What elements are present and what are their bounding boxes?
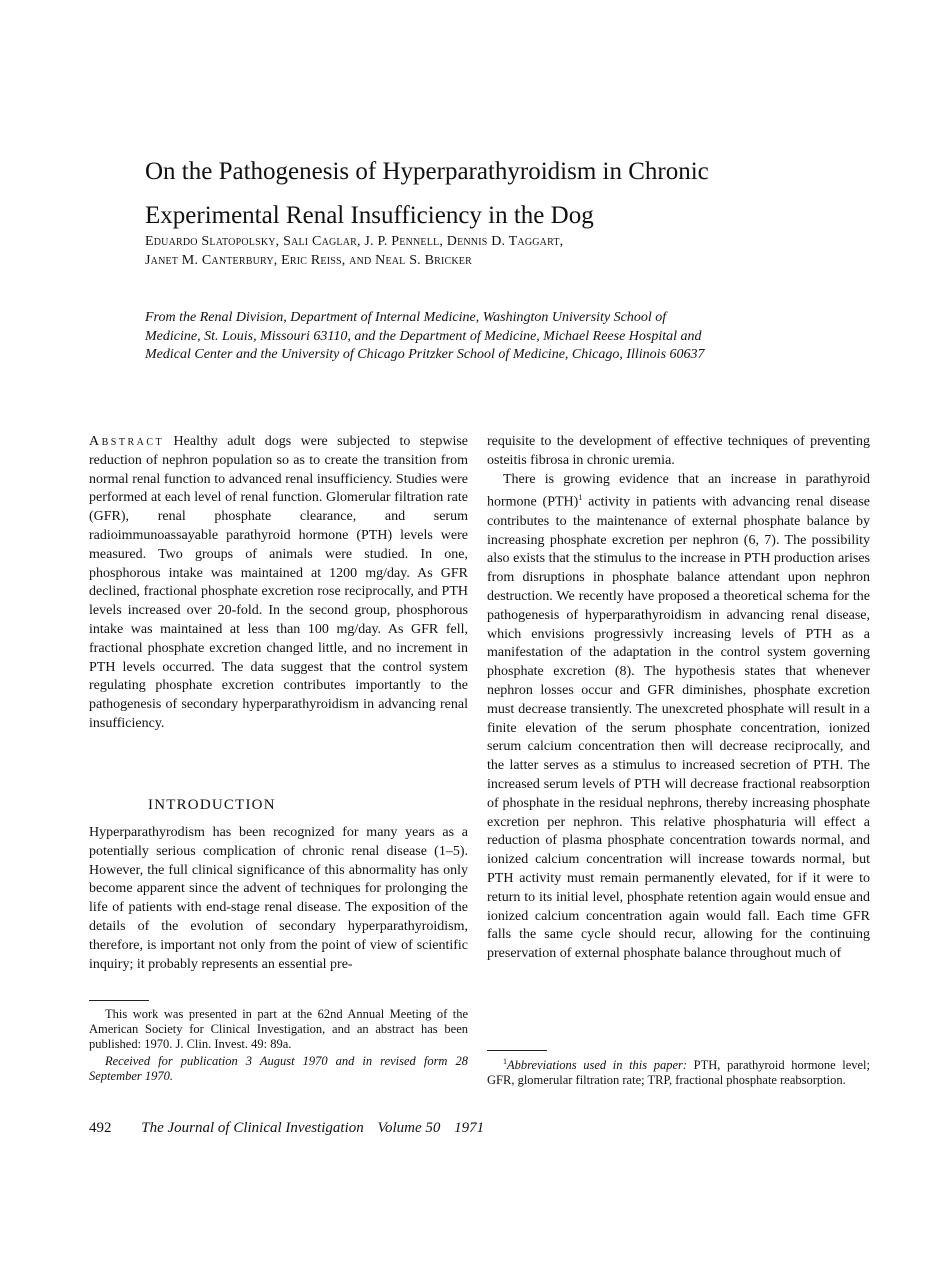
author-list [145,232,865,270]
footnote-presented: This work was presented in part at the 62nd Annual Meeting of the American Society for Clinical Investigation, and an abstract has been published: 1970. J. Clin. Invest. 49: 89a. [89,1007,468,1051]
paragraph-continuation: requisite to the development of effective techniques of preventing osteitis fibrosa in chronic uremia. [487,434,870,468]
footnote-divider-left [89,1000,149,1001]
abstract-text: Healthy adult dogs were subjected to stepwise reduction of nephron population so as to create the transition from normal renal function to advanced renal insufficiency. Studies were performed at each level of renal function. Glomerular filtration rate (GFR), renal phosphate clearance, and serum radioimmunoassayable parathyroid hormone (PTH) levels were measured. Two groups of animals were studied. In one, phosphorous intake was maintained at 1200 mg/day. As GFR declined, fractional phosphate excretion rose reciprocally, and PTH levels increased over 20-fold. In the second group, phosphorous intake was maintained at less than 100 mg/day. As GFR fell, fractional phosphate excretion changed little, and no increment in PTH levels occurred. The data suggest that the control system regulating phosphate excretion contributes importantly to the pathogenesis of secondary hyperparathyroidism in advancing renal insufficiency. [89,434,468,731]
title-line-1: On the Pathogenesis of Hyperparathyroidism in Chronic [145,158,709,185]
abstract [89,433,468,734]
footnote-abbrev-text: PTH, parathyroid hormone level; GFR, glomerular filtration rate; TRP, fractional phosphate reabsorption. [487,1058,870,1088]
footnote-received: Received for publication 3 August 1970 and in revised form 28 September 1970. [89,1054,468,1083]
right-column [487,433,870,964]
footnote-number: 1 [503,1057,507,1066]
paper-title [145,150,865,238]
footnote-ref-1: 1 [578,493,583,503]
journal-volume: Volume 50 [377,1120,441,1136]
authors-line-2: Janet M. Canterbury, Eric Reiss, and Neal S. Bricker [145,253,472,268]
paragraph-2-rest: activity in patients with advancing renal disease contributes to the maintenance of external phosphate balance by increasing phosphate excretion per nephron (6, 7). The possibility also exists that the stimulus to the increase in PTH production arises from disruptions in phosphate balance attendant upon nephron destruction. We recently have proposed a theoretical schema for the pathogenesis of hyperparathyroidism in advancing renal disease, which envisions progressivly increasing levels of PTH as a manifestation of the adaptation in the control system governing phosphate excretion (8). The hypothesis states that whenever nephron losses occur and GFR diminishes, phosphate excretion must decrease transiently. The unexcreted phosphate will result in a finite elevation of the serum phosphate concentration, ionized serum calcium concentration then will decrease reciprocally, and the latter serves as a stimulus to increased secretion of PTH. The increased serum levels of PTH will decrease fractional reabsorption of phosphate in the residual nephrons, thereby increasing phosphate excretion per nephron. This relative phosphaturia will effect a reduction of plasma phosphate concentration towards normal, and ionized calcium concentration will increase towards normal, but PTH activity must remain permanently elevated, for if it were to return to its initial level, phosphate retention again would ensue and ionized calcium concentration again would fall. Each time GFR falls the same cycle should recur, allowing for the continuing preservation of external phosphate balance throughout much of [487,495,871,962]
journal-name: The Journal of Clinical Investigation [141,1120,364,1136]
footnotes-left [89,1007,468,1086]
footnote-abbrev-label: Abbreviations used in this paper: [507,1058,688,1073]
paragraph-2-start: There is growing evidence that an increase in parathyroid hormone (PTH) [487,471,870,511]
page-footer [89,1120,789,1137]
affiliation: From the Renal Division, Department of Internal Medicine, Washington University School of Medicine, St. Louis, Missouri 63110, and the Department of Medicine, Michael Reese Hospital and Medical Center and the University of Chicago Pritzker School of Medicine, Chicago, Illinois 60637 [145,310,705,362]
introduction-paragraph: Hyperparathyrodism has been recognized for many years as a potentially serious complication of chronic renal disease (1–5). However, the full clinical significance of this abnormality has only become apparent since the advent of techniques for prolonging the life of patients with end-stage renal disease. The exposition of the details of the evolution of secondary hyperparathyroidism, therefore, is important not only from the point of view of scientific inquiry; it probably represents an essential pre- [89,825,468,972]
journal-year: 1971 [454,1120,485,1136]
title-line-2: Experimental Renal Insufficiency in the Dog [145,202,594,229]
abstract-label: Abstract [89,434,165,449]
footnote-divider-right [487,1050,547,1051]
paragraph-2 [487,471,870,964]
authors-line-1: Eduardo Slatopolsky, Sali Caglar, J. P. Pennell, Dennis D. Taggart, [145,234,564,249]
page-number: 492 [89,1120,112,1136]
section-heading-introduction: INTRODUCTION [148,797,276,813]
footnote-abbreviations [487,1054,870,1088]
